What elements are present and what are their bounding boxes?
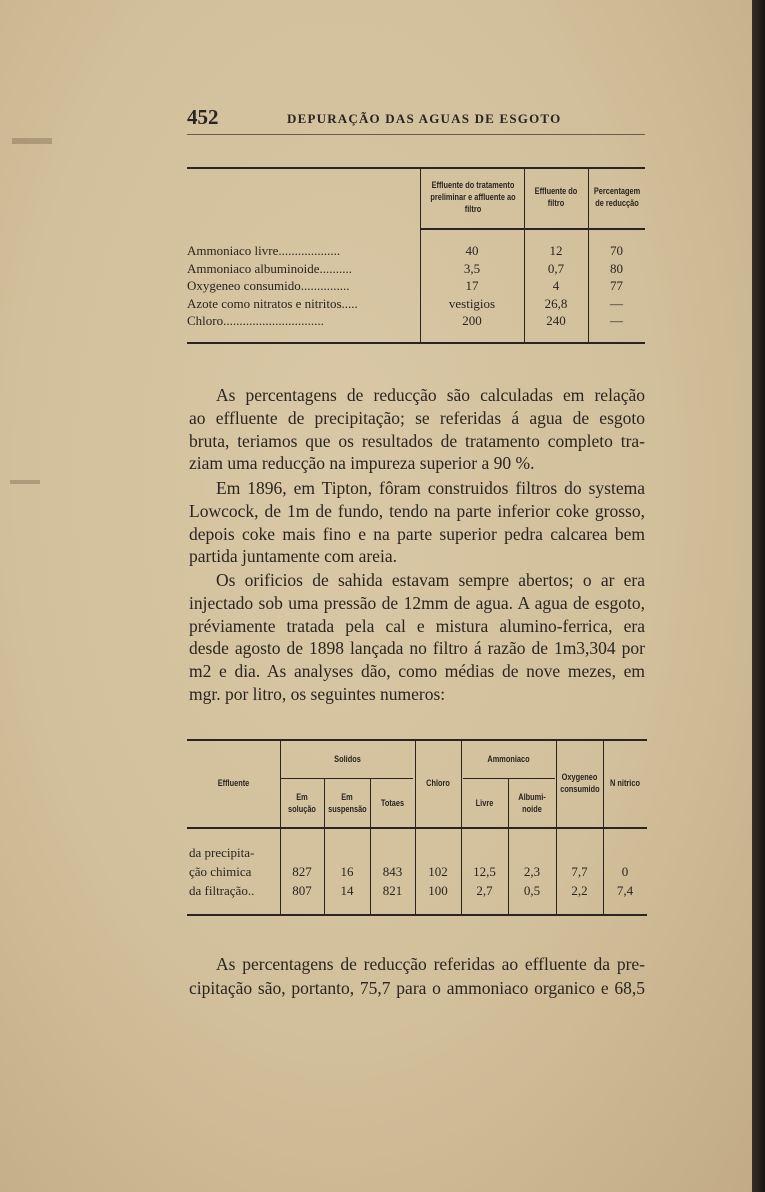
table-cell: 102	[428, 864, 448, 879]
table-row-label: Ammoniaco livre	[187, 243, 279, 258]
table-cell: 0,5	[523, 883, 541, 898]
paragraph	[189, 384, 645, 475]
col-header: Effluente do filtro	[534, 186, 578, 208]
text-line: Em 1896, em Tipton, fôram construidos filtros do systema	[216, 478, 645, 498]
table-cell: 2,3	[523, 864, 541, 879]
col-header: Em solução	[288, 792, 316, 814]
stain-mark	[12, 138, 52, 144]
table-row	[187, 296, 417, 312]
table-cell: —	[610, 313, 623, 329]
text-line: ao effluente de precipitação; se referidas á agua de esgoto	[189, 407, 645, 428]
text-line: ziam uma reducção na impureza superior a 90 %.	[189, 453, 535, 474]
table-cell: 2,7	[476, 883, 493, 898]
col-header: Percentagem de reducção	[593, 186, 641, 208]
table-cell: 14	[340, 883, 354, 898]
text-line: depois coke mais fino e na parte superior pedra calcarea bem	[189, 523, 645, 544]
table-row	[187, 243, 417, 259]
book-edge	[752, 0, 765, 1192]
text-line: cipitação são, portanto, 75,7 para o ammoniaco organico e 68,5	[189, 978, 645, 998]
table-row-label: da precipita-	[189, 845, 255, 860]
table-row	[187, 278, 417, 294]
table-row	[187, 313, 417, 329]
table-analyses	[187, 739, 647, 916]
text-line: mgr. por litro, os seguintes numeros:	[189, 683, 446, 704]
text-line: partida juntamente com areia.	[189, 546, 397, 567]
col-header: Livre	[475, 798, 494, 808]
page-number: 452	[187, 105, 219, 129]
table-row	[187, 261, 417, 277]
table-cell: 77	[610, 278, 623, 294]
table-cell: 100	[428, 883, 448, 898]
text-line: injectado sob uma pressão de 12mm de agua. A agua de esgoto,	[189, 592, 645, 613]
page-header	[187, 105, 645, 129]
table-cell: 807	[292, 883, 312, 898]
table-cell: 12,5	[473, 864, 496, 879]
paragraph	[189, 477, 645, 568]
header-rule	[187, 134, 645, 135]
table-cell: 40	[465, 243, 479, 258]
table-cell: 0,7	[547, 260, 565, 276]
paragraph	[189, 569, 645, 706]
col-header: Oxygeneo consumido	[560, 772, 600, 794]
text-line: m2 e dia. As analyses dão, como médias de nove mezes, em	[189, 661, 645, 682]
table-cell: 3,5	[463, 260, 481, 276]
text-line: desde agosto de 1898 lançada no filtro á razão de 1m3,304 por	[189, 638, 645, 659]
table-cell: 17	[465, 278, 479, 294]
table-cell: 7,7	[571, 864, 588, 879]
table-cell: 16	[340, 864, 354, 879]
table-reduction	[187, 167, 645, 343]
table-cell: 843	[382, 864, 403, 879]
table-row-label: Ammoniaco albuminoide	[187, 260, 320, 276]
text-line: As percentagens de reducção referidas ao effluente da pre-	[216, 954, 645, 974]
table-cell: 240	[546, 313, 566, 329]
table-cell: 4	[552, 278, 560, 294]
stain-mark	[10, 480, 40, 484]
table-cell: 200	[462, 313, 482, 329]
text-line: As percentagens de reducção são calculadas em relação	[216, 385, 645, 405]
col-header: N nitrico	[610, 778, 640, 788]
col-header: Effluente do tratamento preliminar e affluente ao filtro	[430, 180, 516, 214]
text-line: Os orificios de sahida estavam sempre abertos; o ar era	[216, 570, 645, 590]
table-cell: 12	[549, 243, 563, 258]
text-line: bruta, teriamos que os resultados de tratamento completo tra-	[189, 430, 645, 451]
leader-dots: ..........	[319, 260, 353, 276]
paragraph	[189, 952, 645, 1000]
table-row-label: Oxygeneo consumido	[187, 278, 301, 294]
table-row-label: Azote como nitratos e nitritos	[187, 295, 342, 311]
text-line: préviamente tratada pela cal e mistura alumino-ferrica, era	[189, 615, 645, 636]
table-cell: 7,4	[616, 883, 634, 898]
col-header: Chloro	[426, 778, 450, 788]
table-row-label: ção chimica	[189, 864, 252, 879]
col-header: Totaes	[380, 798, 405, 808]
leader-dots: ...............................	[223, 313, 324, 329]
leader-dots: ...................	[278, 243, 341, 258]
col-header: Solidos	[334, 754, 361, 764]
table-cell: —	[610, 295, 623, 311]
table-cell: 70	[610, 243, 623, 258]
leader-dots: ...............	[300, 278, 350, 294]
table-cell: 80	[610, 260, 623, 276]
table-cell: 821	[382, 883, 403, 898]
table-cell: 827	[292, 864, 312, 879]
text-line: Lowcock, de 1m de fundo, tendo na parte inferior coke grosso,	[189, 500, 645, 521]
table-row-label: da filtração..	[189, 883, 255, 898]
table-cell: 26,8	[544, 295, 568, 311]
col-header: Em suspensão	[328, 792, 367, 814]
leader-dots: .....	[341, 295, 358, 311]
running-title: DEPURAÇÃO DAS AGUAS DE ESGOTO	[287, 111, 562, 126]
table-row-label: Chloro	[187, 313, 224, 329]
table-cell: 2,2	[571, 883, 588, 898]
table-cell: vestigios	[448, 295, 496, 311]
col-header: Albumi- noide	[518, 792, 546, 814]
col-header: Effluente	[217, 778, 250, 788]
table-cell: 0	[621, 864, 629, 879]
col-header: Ammoniaco	[487, 754, 530, 764]
